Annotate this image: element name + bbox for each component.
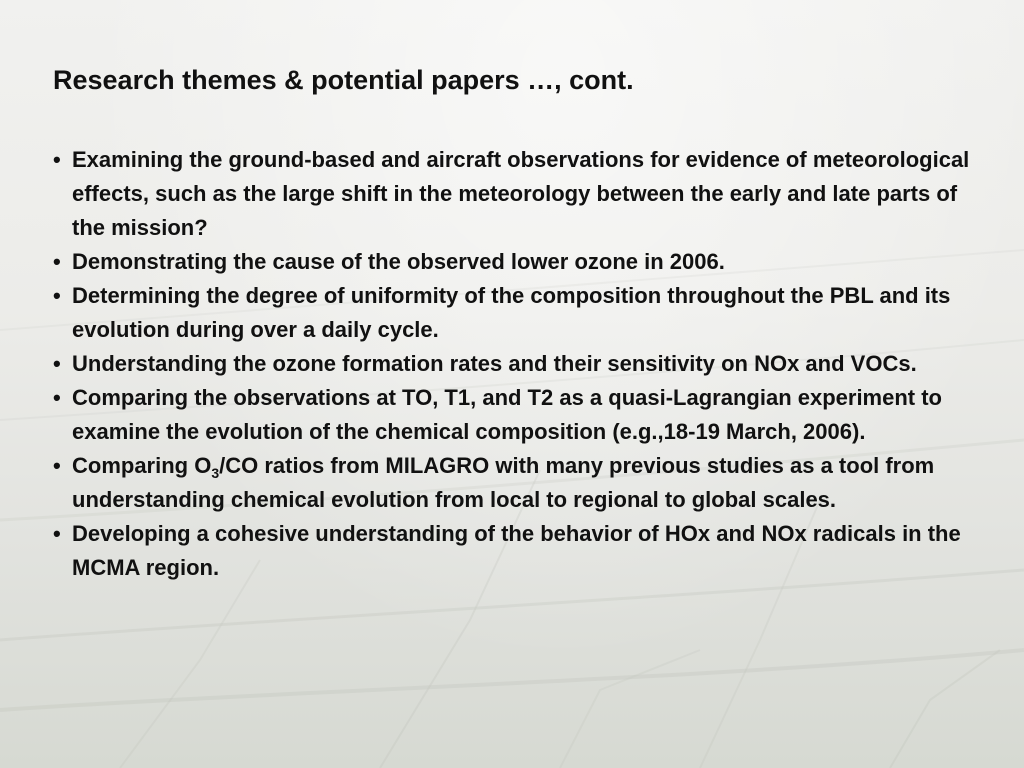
bullet-item bbox=[53, 143, 983, 245]
bullet-text: Developing a cohesive understanding of the behavior of HOx and NOx radicals in the MCMA region. bbox=[72, 521, 961, 580]
bullet-text: Understanding the ozone formation rates and their sensitivity on NOx and VOCs. bbox=[72, 351, 917, 376]
bullet-item bbox=[53, 245, 983, 279]
subscript-3: 3 bbox=[211, 465, 220, 481]
bullet-dot-icon: • bbox=[53, 147, 61, 172]
bullet-item bbox=[53, 381, 983, 449]
bullet-dot-icon: • bbox=[53, 351, 61, 376]
bullet-dot-icon: • bbox=[53, 385, 61, 410]
bullet-item bbox=[53, 347, 983, 381]
bullet-dot-icon: • bbox=[53, 453, 61, 478]
bullet-dot-icon: • bbox=[53, 283, 61, 308]
bullet-text: Comparing the observations at TO, T1, and T2 as a quasi-Lagrangian experiment to examine the evolution of the chemical composition (e.g.,18-19 March, 2006). bbox=[72, 385, 942, 444]
bullet-list bbox=[53, 143, 983, 585]
slide-title: Research themes & potential papers …, cont. bbox=[53, 65, 634, 95]
bullet-dot-icon: • bbox=[53, 249, 61, 274]
bullet-item bbox=[53, 517, 983, 585]
bullet-text-pre: Comparing O bbox=[72, 453, 212, 478]
bullet-text: Determining the degree of uniformity of the composition throughout the PBL and its evolution during over a daily cycle. bbox=[72, 283, 951, 342]
bullet-text: Examining the ground-based and aircraft observations for evidence of meteorological effects, such as the large shift in the meteorology between the early and late parts of the mission? bbox=[72, 147, 970, 240]
bullet-text: Demonstrating the cause of the observed lower ozone in 2006. bbox=[72, 249, 725, 274]
bullet-item bbox=[53, 279, 983, 347]
bullet-text-post: /CO ratios from MILAGRO with many previous studies as a tool from understanding chemical evolution from local to regional to global scales. bbox=[72, 453, 935, 512]
bullet-item bbox=[53, 449, 983, 517]
bullet-dot-icon: • bbox=[53, 521, 61, 546]
